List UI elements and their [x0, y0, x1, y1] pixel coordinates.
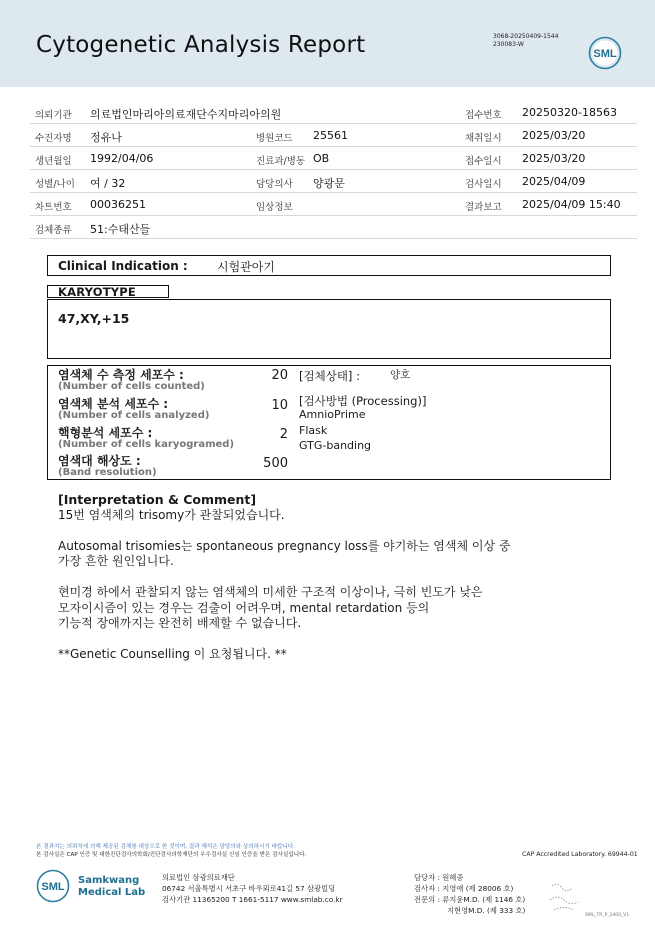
lab-staff	[414, 872, 525, 916]
lab-address	[162, 872, 343, 905]
clinical-indication-label: Clinical Indication :	[58, 259, 188, 273]
clinical-indication-box	[47, 255, 611, 276]
report-code	[493, 33, 558, 49]
cells-counted	[58, 369, 205, 392]
cells-analyzed-label: 염색체 분석 세포수 :	[58, 397, 169, 411]
footer-notice	[36, 843, 306, 859]
interpretation-line: 기능적 장애까지는 완전히 배제할 수 없습니다.	[58, 616, 302, 630]
lab-name-line2: Medical Lab	[78, 887, 146, 898]
cells-karyogramed-label: 핵형분석 세포수 :	[58, 426, 153, 440]
processing-method-1: AmnioPrime	[299, 408, 366, 421]
dept-value: OB	[313, 152, 330, 165]
processing-method-label: [검사방법 (Processing)]	[299, 394, 427, 408]
sex-age-value: 여 / 32	[90, 177, 126, 190]
sex-age-label: 성별/나이	[35, 179, 75, 190]
institution-label: 의뢰기관	[35, 110, 72, 121]
test-date-value: 2025/04/09	[522, 175, 586, 188]
interpretation-section	[58, 492, 598, 663]
karyotype-label: KARYOTYPE	[58, 285, 136, 299]
staff-line: 검사자 : 지영애 (제 28006 호)	[414, 884, 514, 893]
hospital-code-label: 병원코드	[256, 133, 293, 144]
sml-footer-logo-text: SML	[41, 881, 65, 893]
chart-value: 00036251	[90, 198, 146, 211]
karyotype-box	[47, 299, 611, 359]
receipt-no-value: 20250320-18563	[522, 106, 617, 119]
footer-notice-line1: 본 결과지는 의뢰처에 의해 제공된 검체를 대상으로 한 것이며, 결과 해석은 담당의와 상의하시기 바랍니다.	[36, 844, 296, 850]
report-code-line2: 230083-W	[493, 41, 524, 48]
doctor-label: 담당의사	[256, 179, 293, 190]
sml-logo-icon	[588, 36, 622, 70]
info-row	[30, 170, 637, 193]
info-row	[30, 124, 637, 147]
cells-counted-value: 20	[271, 368, 288, 383]
karyotype-value: 47,XY,+15	[58, 311, 130, 326]
info-row	[30, 193, 637, 216]
cap-accreditation: CAP Accredited Laboratory. 69944-01	[522, 851, 638, 858]
band-resolution-value: 500	[263, 456, 288, 471]
interpretation-heading: [Interpretation & Comment]	[58, 492, 257, 507]
cells-analyzed-value: 10	[271, 398, 288, 413]
interpretation-line: 15번 염색체의 trisomy가 관찰되었습니다.	[58, 507, 285, 522]
patient-value: 정유나	[90, 131, 122, 144]
result-date-value: 2025/04/09 15:40	[522, 198, 621, 211]
hospital-code-value: 25561	[313, 129, 348, 142]
footer-notice-line2: 본 검사실은 CAP 인증 및 대한진단검사의학회/진단검사의학재단의 우수검사실 신임 인증을 받은 검사실입니다.	[36, 852, 307, 858]
band-resolution-label-en: (Band resolution)	[58, 467, 157, 478]
sml-logo-text: SML	[593, 48, 617, 60]
specimen-label: 검체종류	[35, 225, 72, 236]
dob-label: 생년월일	[35, 156, 72, 167]
lab-address-line1: 의료법인 삼광의료재단	[162, 873, 235, 882]
interpretation-line: Autosomal trisomies는 spontaneous pregnancy loss를 야기하는 염색체 이상 중	[58, 538, 511, 553]
specimen-status-value: 양호	[390, 369, 411, 381]
collection-date-value: 2025/03/20	[522, 129, 586, 142]
staff-line: 전문의 : 류지윤M.D. (제 1146 호)	[414, 895, 526, 904]
cells-karyogramed	[58, 427, 234, 450]
interpretation-line: 모자이시즘이 있는 경우는 검출이 어려우며, mental retardation 등의	[58, 600, 430, 615]
report-title: Cytogenetic Analysis Report	[36, 32, 366, 58]
form-code: SML_TR_P_2400_V1	[585, 913, 630, 918]
clinical-indication-value: 시험관아기	[217, 260, 275, 274]
interpretation-line: **Genetic Counselling 이 요청됩니다. **	[58, 647, 287, 661]
patient-label: 수진자명	[35, 133, 72, 144]
interpretation-line: 가장 흔한 원인입니다.	[58, 554, 174, 568]
institution-value: 의료법인마리아의료재단수지마리아의원	[90, 108, 282, 121]
staff-line: 지현영M.D. (제 333 호)	[447, 906, 526, 915]
cells-karyogramed-value: 2	[279, 427, 288, 442]
cells-analyzed	[58, 398, 209, 421]
chart-label: 차트번호	[35, 202, 72, 213]
lab-name-line1: Samkwang	[78, 875, 140, 886]
collection-date-label: 채취일시	[465, 133, 502, 144]
staff-line: 담당자 : 원혜중	[414, 873, 464, 882]
doctor-value: 양광문	[313, 177, 345, 190]
cell-counts-box	[47, 365, 611, 480]
receipt-date-value: 2025/03/20	[522, 152, 586, 165]
processing-method-2: Flask	[299, 424, 328, 437]
lab-address-line2: 06742 서울특별시 서초구 바우뫼로41길 57 삼광빌딩	[162, 884, 336, 893]
dob-value: 1992/04/06	[90, 152, 154, 165]
info-row	[30, 101, 637, 124]
cells-counted-label-en: (Number of cells counted)	[58, 381, 205, 392]
lab-address-line3: 검사기관 11365200 T 1661-5117 www.smlab.co.kr	[162, 895, 343, 904]
band-resolution	[58, 455, 157, 478]
specimen-value: 51:수태산들	[90, 223, 151, 236]
cells-karyogramed-label-en: (Number of cells karyogramed)	[58, 439, 235, 450]
dept-label: 진료과/병동	[256, 156, 306, 167]
karyotype-tab	[47, 285, 169, 298]
receipt-no-label: 접수번호	[465, 110, 502, 121]
result-date-label: 결과보고	[465, 202, 502, 213]
receipt-date-label: 접수일시	[465, 156, 502, 167]
signature-icon	[548, 880, 588, 914]
info-row	[30, 216, 637, 239]
cells-counted-label: 염색체 수 측정 세포수 :	[58, 368, 184, 382]
interpretation-line: 현미경 하에서 관찰되지 않는 염색체의 미세한 구조적 이상이나, 극히 빈도가 낮은	[58, 585, 483, 599]
test-date-label: 검사일시	[465, 179, 502, 190]
clinical-info-label: 임상정보	[256, 202, 293, 213]
sml-footer-logo-icon	[36, 869, 70, 903]
lab-name	[78, 875, 145, 899]
band-resolution-label: 염색대 해상도 :	[58, 454, 141, 468]
cells-analyzed-label-en: (Number of cells analyzed)	[58, 410, 210, 421]
report-code-line1: 3068-20250409-1544	[493, 33, 559, 40]
processing-method-3: GTG-banding	[299, 439, 372, 452]
specimen-status-label: [검체상태] :	[299, 369, 360, 383]
info-row	[30, 147, 637, 170]
